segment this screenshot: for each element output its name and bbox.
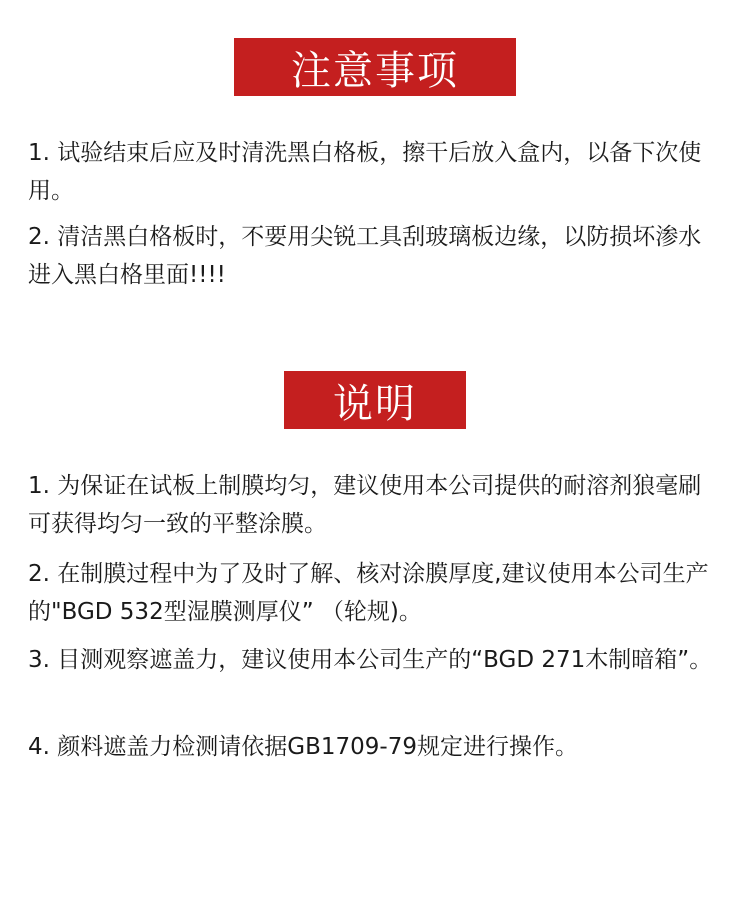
notes-item-2: 2. 清洁黑白格板时，不要用尖锐工具刮玻璃板边缘，以防损坏渗水进入黑白格里面!!!! (28, 224, 702, 288)
instructions-item-2: 2. 在制膜过程中为了及时了解、核对涂膜厚度,建议使用本公司生产的"BGD 532型湿膜测厚仪” （轮规)。 (28, 561, 709, 625)
instructions-section-title: 说明 (284, 371, 466, 429)
instructions-item-3: 3. 目测观察遮盖力，建议使用本公司生产的“BGD 271木制暗箱”。 (28, 647, 713, 673)
notes-item-1: 1. 试验结束后应及时清洗黑白格板，擦干后放入盒内，以备下次使用。 (28, 140, 702, 204)
instructions-item-4: 4. 颜料遮盖力检测请依据GB1709-79规定进行操作。 (28, 734, 578, 760)
notes-section-title: 注意事项 (234, 38, 516, 96)
instructions-item-1: 1. 为保证在试板上制膜均匀，建议使用本公司提供的耐溶剂狼毫刷可获得均匀一致的平整涂膜。 (28, 473, 702, 537)
